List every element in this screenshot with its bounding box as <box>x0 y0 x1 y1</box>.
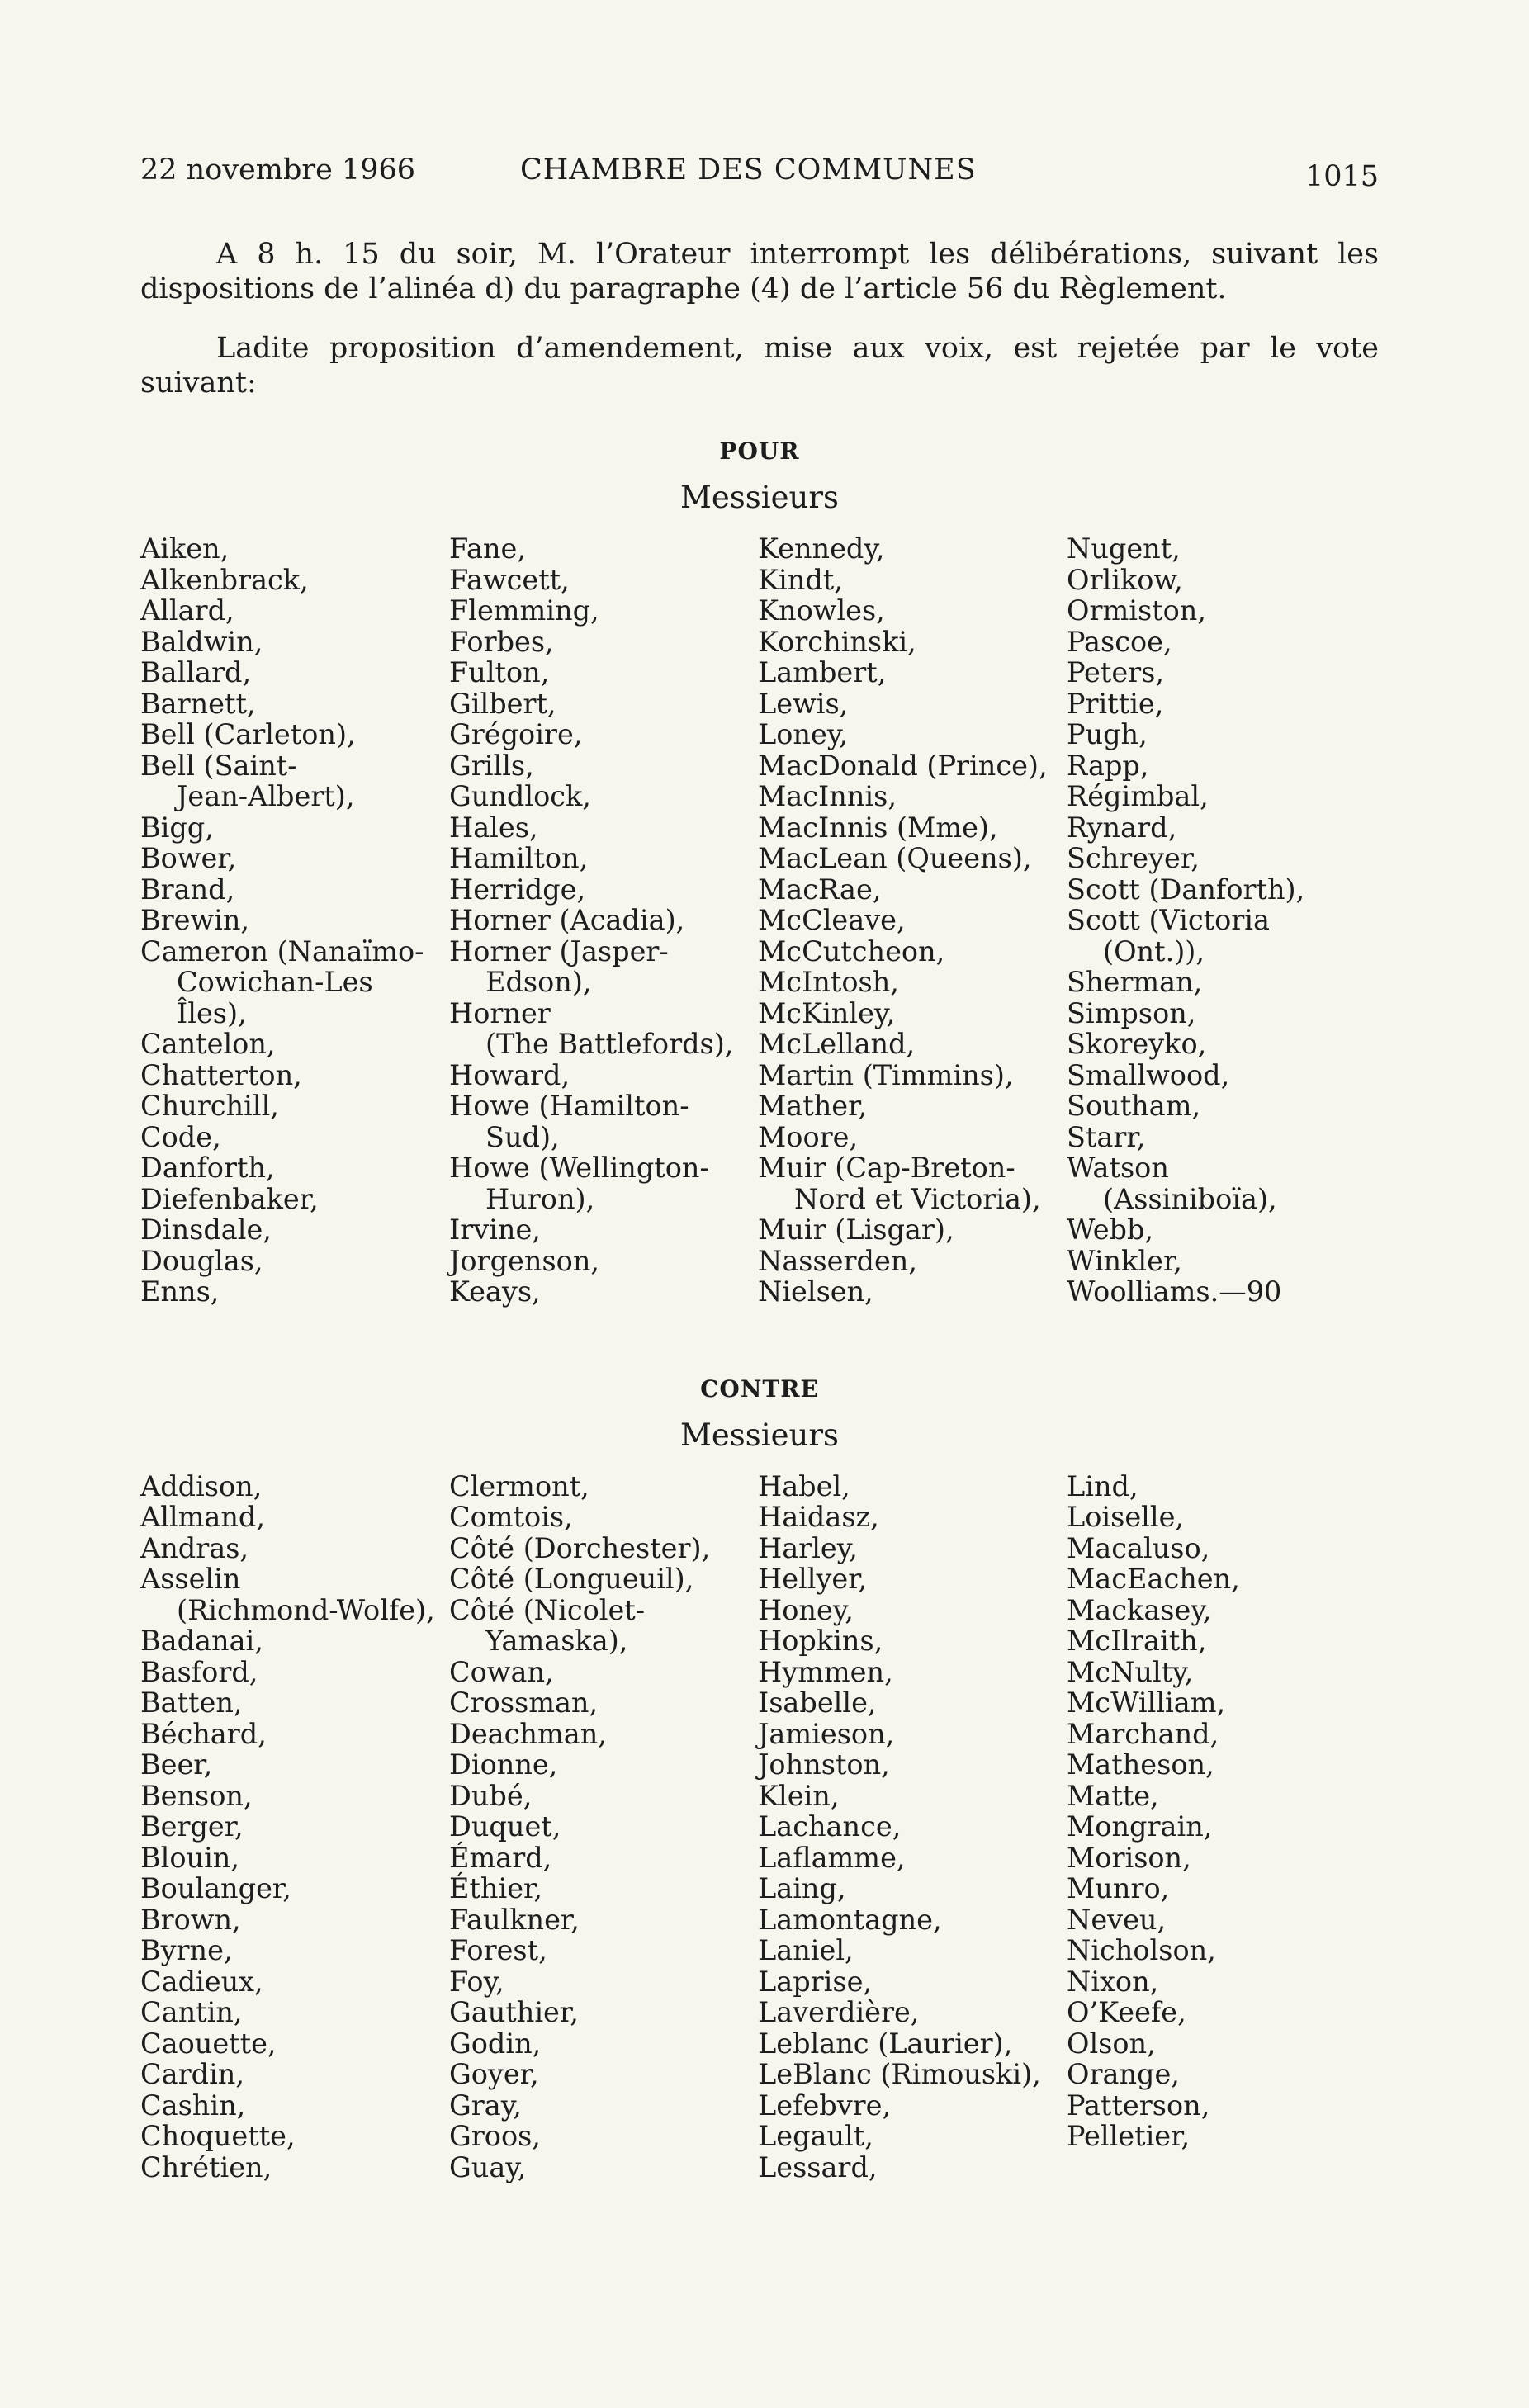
member-name: Horner (Jasper- <box>449 934 669 967</box>
member-name: Chatterton, <box>140 1058 302 1091</box>
page-number: 1015 <box>1304 160 1379 193</box>
member-name: Klein, <box>758 1779 840 1812</box>
member-name: Brown, <box>140 1903 241 1936</box>
member-name: MacRae, <box>758 873 882 906</box>
member-name: Laflamme, <box>758 1841 906 1874</box>
member-name: Gray, <box>449 2089 522 2122</box>
member-name: McIntosh, <box>758 966 899 998</box>
member-name: (Assiniboïa), <box>1103 1182 1277 1215</box>
member-name: Munro, <box>1067 1872 1170 1904</box>
member-name: Southam, <box>1067 1090 1201 1122</box>
member-name: Jamieson, <box>758 1717 895 1750</box>
member-name: Fane, <box>449 532 526 565</box>
member-name: Laniel, <box>758 1934 854 1966</box>
member-name: Habel, <box>758 1469 850 1502</box>
member-name: Muir (Cap-Breton- <box>758 1152 1015 1184</box>
member-name: MacDonald (Prince), <box>758 749 1048 782</box>
member-name: Horner (Acadia), <box>449 904 685 936</box>
member-name: Basford, <box>140 1655 258 1688</box>
member-name: Asselin <box>140 1563 241 1595</box>
member-name: Kennedy, <box>758 532 885 565</box>
member-name: Schreyer, <box>1067 842 1200 874</box>
member-name: Blouin, <box>140 1841 240 1874</box>
member-name: Laprise, <box>758 1965 873 1998</box>
member-name: Lefebvre, <box>758 2089 892 2122</box>
member-name: Korchinski, <box>758 625 916 658</box>
member-name: Allmand, <box>140 1501 266 1533</box>
member-name: Gauthier, <box>449 1996 579 2028</box>
member-name: Enns, <box>140 1275 220 1308</box>
member-name: Émard, <box>449 1841 552 1874</box>
member-name: McKinley, <box>758 996 896 1029</box>
member-name: Ormiston, <box>1067 594 1207 627</box>
member-name: Badanai, <box>140 1625 263 1657</box>
member-name: Clermont, <box>449 1469 589 1502</box>
member-name: Woolliams.—90 <box>1067 1275 1282 1308</box>
member-name: Côté (Dorchester), <box>449 1531 711 1564</box>
member-name: Cowan, <box>449 1655 554 1688</box>
member-name: Knowles, <box>758 594 885 627</box>
member-name: (Richmond-Wolfe), <box>177 1593 435 1626</box>
member-name: Lewis, <box>758 687 849 720</box>
contre-column <box>758 1471 1067 2183</box>
member-name: Hymmen, <box>758 1655 893 1688</box>
member-name: Sherman, <box>1067 966 1203 998</box>
member-name: Foy, <box>449 1965 504 1998</box>
pour-name-columns <box>140 533 1379 1308</box>
header-date: 22 novembre 1966 <box>140 154 415 187</box>
member-name: Îles), <box>177 996 247 1029</box>
member-name: Gundlock, <box>449 780 591 812</box>
member-name: Fawcett, <box>449 563 570 596</box>
member-name: Bell (Carleton), <box>140 718 356 750</box>
member-name: Mather, <box>758 1090 868 1122</box>
member-name: Watson <box>1067 1152 1169 1184</box>
pour-column <box>1067 533 1375 1308</box>
member-name: Olson, <box>1067 2027 1156 2060</box>
member-name: Rapp, <box>1067 749 1149 782</box>
member-name: Harley, <box>758 1531 858 1564</box>
member-name: Byrne, <box>140 1934 233 1966</box>
member-name: Hopkins, <box>758 1625 883 1657</box>
member-name: Martin (Timmins), <box>758 1058 1014 1091</box>
member-name: Dinsdale, <box>140 1213 272 1246</box>
member-name: Kindt, <box>758 563 843 596</box>
member-name: Sud), <box>485 1120 560 1153</box>
member-name: Keays, <box>449 1275 541 1308</box>
member-name: Skoreyko, <box>1067 1028 1207 1060</box>
member-name: MacLean (Queens), <box>758 842 1032 874</box>
header-title: CHAMBRE DES COMMUNES <box>520 154 977 187</box>
member-name: Douglas, <box>140 1244 263 1277</box>
member-name: Brewin, <box>140 904 250 936</box>
member-name: Simpson, <box>1067 996 1196 1029</box>
member-name: Comtois, <box>449 1501 573 1533</box>
member-name: Éthier, <box>449 1872 543 1904</box>
member-name: Régimbal, <box>1067 780 1209 812</box>
pour-column <box>758 533 1067 1308</box>
member-name: Yamaska), <box>485 1625 628 1657</box>
member-name: Nielsen, <box>758 1275 873 1308</box>
member-name: Loney, <box>758 718 848 750</box>
member-name: Jorgenson, <box>449 1244 600 1277</box>
member-name: Horner <box>449 996 551 1029</box>
member-name: Jean-Albert), <box>177 780 355 812</box>
member-name: Scott (Victoria <box>1067 904 1270 936</box>
member-name: Pugh, <box>1067 718 1148 750</box>
member-name: Laverdière, <box>758 1996 920 2028</box>
member-name: Howard, <box>449 1058 570 1091</box>
member-name: Haidasz, <box>758 1501 879 1533</box>
member-name: (The Battlefords), <box>485 1028 734 1060</box>
member-name: Pascoe, <box>1067 625 1172 658</box>
member-name: Cameron (Nanaïmo- <box>140 934 424 967</box>
member-name: Chrétien, <box>140 2150 272 2183</box>
member-name: Grills, <box>449 749 534 782</box>
paragraph-adjournment: A 8 h. 15 du soir, M. l’Orateur interrompt les délibérations, suivant les dispositions de l’alinéa d) du paragraphe (4) de l’article 56 du Règlement. <box>140 238 1379 305</box>
member-name: Isabelle, <box>758 1687 877 1719</box>
member-name: MacInnis (Mme), <box>758 811 998 844</box>
member-name: Duquet, <box>449 1810 561 1843</box>
member-name: Cashin, <box>140 2089 246 2122</box>
member-name: Leblanc (Laurier), <box>758 2027 1013 2060</box>
member-name: Goyer, <box>449 2058 539 2090</box>
member-name: Deachman, <box>449 1717 607 1750</box>
member-name: Churchill, <box>140 1090 279 1122</box>
member-name: Groos, <box>449 2120 541 2152</box>
member-name: Addison, <box>140 1469 263 1502</box>
pour-heading: POUR <box>719 438 800 465</box>
member-name: Flemming, <box>449 594 599 627</box>
member-name: Lambert, <box>758 656 887 688</box>
contre-heading: CONTRE <box>700 1374 819 1403</box>
member-name: Bigg, <box>140 811 214 844</box>
member-name: Cardin, <box>140 2058 245 2090</box>
member-name: Johnston, <box>758 1748 890 1781</box>
member-name: Faulkner, <box>449 1903 580 1936</box>
member-name: Huron), <box>485 1182 595 1215</box>
member-name: Herridge, <box>449 873 586 906</box>
member-name: Morison, <box>1067 1841 1191 1874</box>
member-name: Matheson, <box>1067 1748 1214 1781</box>
member-name: Grégoire, <box>449 718 583 750</box>
member-name: Smallwood, <box>1067 1058 1230 1091</box>
member-name: Côté (Longueuil), <box>449 1563 694 1595</box>
member-name: McCleave, <box>758 904 906 936</box>
member-name: Berger, <box>140 1810 244 1843</box>
member-name: Cadieux, <box>140 1965 263 1998</box>
member-name: Beer, <box>140 1748 213 1781</box>
member-name: Hamilton, <box>449 842 589 874</box>
member-name: Prittie, <box>1067 687 1164 720</box>
member-name: O’Keefe, <box>1067 1996 1186 2028</box>
member-name: Macaluso, <box>1067 1531 1210 1564</box>
member-name: Allard, <box>140 594 234 627</box>
member-name: Irvine, <box>449 1213 541 1246</box>
member-name: Choquette, <box>140 2120 296 2152</box>
member-name: (Ont.)), <box>1103 934 1205 967</box>
member-name: Howe (Hamilton- <box>449 1090 689 1122</box>
member-name: Honey, <box>758 1593 854 1626</box>
member-name: Lind, <box>1067 1469 1138 1502</box>
member-name: Boulanger, <box>140 1872 291 1904</box>
member-name: McWilliam, <box>1067 1687 1226 1719</box>
member-name: Moore, <box>758 1120 859 1153</box>
member-name: Pelletier, <box>1067 2120 1191 2152</box>
member-name: Ballard, <box>140 656 252 688</box>
member-name: McLelland, <box>758 1028 916 1060</box>
member-name: Dionne, <box>449 1748 558 1781</box>
member-name: Matte, <box>1067 1779 1159 1812</box>
member-name: Nugent, <box>1067 532 1181 565</box>
member-name: Edson), <box>485 966 592 998</box>
member-name: Aiken, <box>140 532 230 565</box>
member-name: Cantelon, <box>140 1028 276 1060</box>
member-name: Nicholson, <box>1067 1934 1216 1966</box>
contre-subheading: Messieurs <box>680 1417 839 1453</box>
member-name: MacEachen, <box>1067 1563 1240 1595</box>
member-name: Peters, <box>1067 656 1165 688</box>
contre-column <box>449 1471 758 2183</box>
member-name: Howe (Wellington- <box>449 1152 709 1184</box>
member-name: Diefenbaker, <box>140 1182 319 1215</box>
member-name: Bower, <box>140 842 237 874</box>
member-name: Bell (Saint- <box>140 749 297 782</box>
member-name: Patterson, <box>1067 2089 1210 2122</box>
contre-name-columns <box>140 1471 1379 2183</box>
member-name: Brand, <box>140 873 235 906</box>
member-name: MacInnis, <box>758 780 897 812</box>
pour-subheading: Messieurs <box>680 480 839 515</box>
member-name: Lamontagne, <box>758 1903 942 1936</box>
member-name: Nixon, <box>1067 1965 1159 1998</box>
member-name: Andras, <box>140 1531 249 1564</box>
member-name: Béchard, <box>140 1717 267 1750</box>
paragraph-vote-result: Ladite proposition d’amendement, mise aux voix, est rejetée par le vote suivant: <box>140 332 1379 400</box>
member-name: Lessard, <box>758 2150 878 2183</box>
member-name: McIlraith, <box>1067 1625 1207 1657</box>
member-name: Neveu, <box>1067 1903 1167 1936</box>
member-name: LeBlanc (Rimouski), <box>758 2058 1041 2090</box>
member-name: Scott (Danforth), <box>1067 873 1305 906</box>
member-name: McCutcheon, <box>758 934 945 967</box>
member-name: Code, <box>140 1120 221 1153</box>
member-name: Marchand, <box>1067 1717 1219 1750</box>
member-name: Baldwin, <box>140 625 263 658</box>
member-name: Legault, <box>758 2120 873 2152</box>
member-name: Mackasey, <box>1067 1593 1212 1626</box>
member-name: Barnett, <box>140 687 256 720</box>
member-name: Cantin, <box>140 1996 243 2028</box>
member-name: Hales, <box>449 811 538 844</box>
member-name: Godin, <box>449 2027 542 2060</box>
member-name: Fulton, <box>449 656 550 688</box>
member-name: Benson, <box>140 1779 253 1812</box>
contre-column <box>140 1471 449 2183</box>
member-name: Côté (Nicolet- <box>449 1593 646 1626</box>
member-name: Cowichan-Les <box>177 966 373 998</box>
member-name: Caouette, <box>140 2027 277 2060</box>
member-name: Mongrain, <box>1067 1810 1213 1843</box>
member-name: Lachance, <box>758 1810 902 1843</box>
member-name: Hellyer, <box>758 1563 868 1595</box>
member-name: Orlikow, <box>1067 563 1183 596</box>
member-name: Danforth, <box>140 1152 275 1184</box>
member-name: Muir (Lisgar), <box>758 1213 954 1246</box>
member-name: Forbes, <box>449 625 554 658</box>
contre-column <box>1067 1471 1375 2183</box>
member-name: Starr, <box>1067 1120 1146 1153</box>
member-name: McNulty, <box>1067 1655 1194 1688</box>
pour-column <box>449 533 758 1308</box>
member-name: Winkler, <box>1067 1244 1182 1277</box>
member-name: Rynard, <box>1067 811 1177 844</box>
pour-column <box>140 533 449 1308</box>
member-name: Webb, <box>1067 1213 1154 1246</box>
member-name: Crossman, <box>449 1687 599 1719</box>
member-name: Alkenbrack, <box>140 563 309 596</box>
member-name: Guay, <box>449 2150 527 2183</box>
member-name: Nord et Victoria), <box>794 1182 1041 1215</box>
member-name: Laing, <box>758 1872 846 1904</box>
member-name: Forest, <box>449 1934 547 1966</box>
member-name: Loiselle, <box>1067 1501 1185 1533</box>
member-name: Nasserden, <box>758 1244 918 1277</box>
member-name: Dubé, <box>449 1779 533 1812</box>
member-name: Gilbert, <box>449 687 556 720</box>
member-name: Orange, <box>1067 2058 1180 2090</box>
page-header <box>140 149 1379 198</box>
member-name: Batten, <box>140 1687 243 1719</box>
page <box>140 149 1379 2183</box>
